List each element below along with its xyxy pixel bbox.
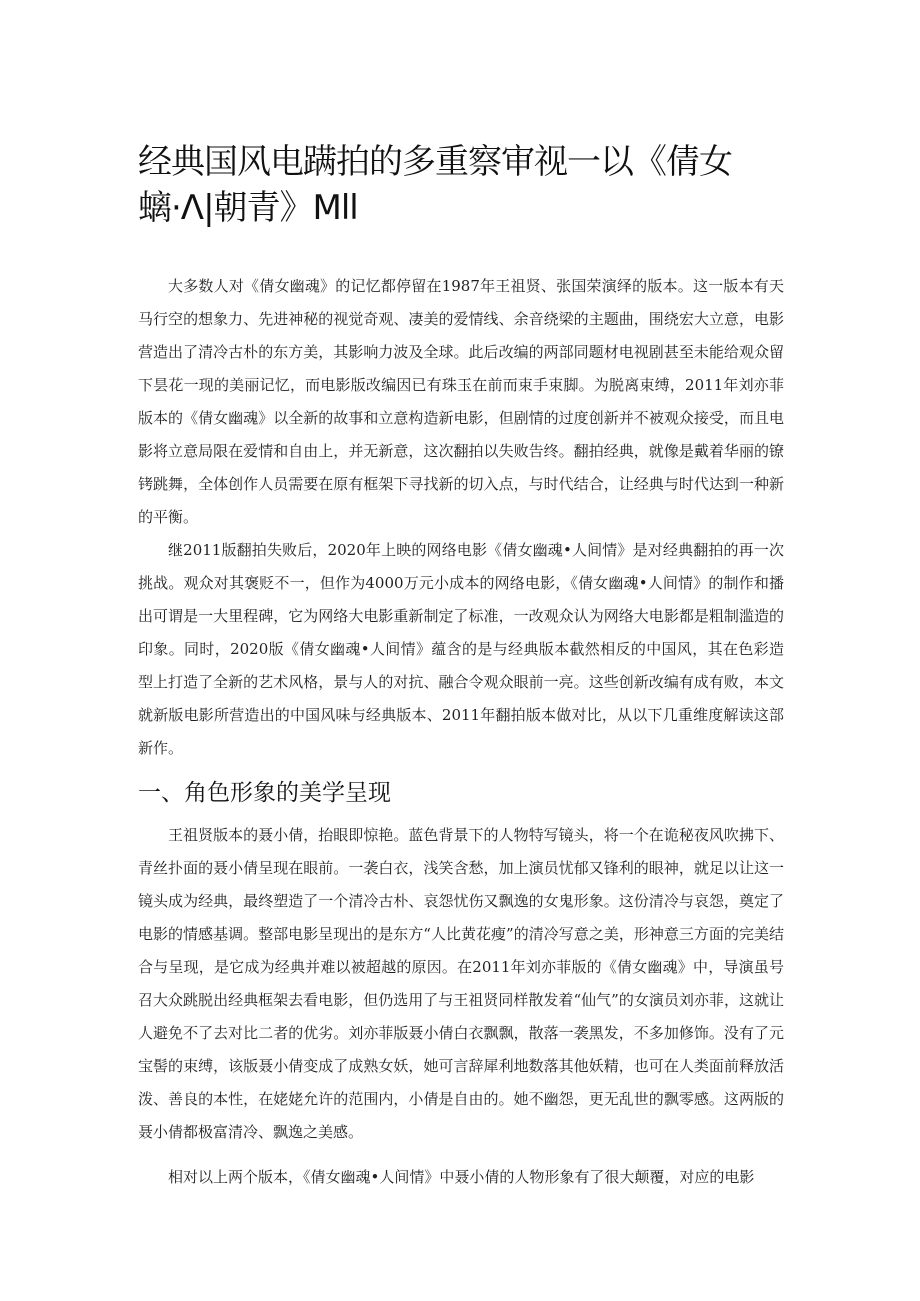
- section1-paragraph-1: 王祖贤版本的聂小倩，抬眼即惊艳。蓝色背景下的人物特写镜头，将一个在诡秘夜风吹拂下、青丝扑面的聂小倩呈现在眼前。一袭白衣，浅笑含愁，加上演员忧郁又锋利的眼神，就足以让这一镜头成为经典，最终塑造了一个清冷古朴、哀怨忧伤又飘逸的女鬼形象。这份清冷与哀怨，奠定了电影的情感基调。整部电影呈现出的是东方“人比黄花瘦”的清冷写意之美，形神意三方面的完美结合与呈现，是它成为经典并难以被超越的原因。在2011年刘亦菲版的《倩女幽魂》中，导演虽号召大众跳脱出经典框架去看电影，但仍选用了与王祖贤同样散发着“仙气”的女演员刘亦菲，这就让人避免不了去对比二者的优劣。刘亦菲版聂小倩白衣飘飘，散落一袭黑发，不多加修饰。没有了元宝髻的束缚，该版聂小倩变成了成熟女妖，她可言辞犀利地数落其他妖精，也可在人类面前释放活泼、善良的本性，在姥姥允许的范围内，小倩是自由的。她不幽怨，更无乱世的飘零感。这两版的聂小倩都极富清冷、飘逸之美感。: [138, 826, 784, 1141]
- document-title-line-2: 螭·Λ|朝青》Mll: [138, 188, 358, 228]
- document-title-line-1: 经典国风电蹒拍的多重察审视一以《倩女: [138, 142, 732, 182]
- section-heading-1: 一、角色形象的美学呈现: [138, 780, 391, 806]
- section1-paragraph-2: 相对以上两个版本，《倩女幽魂•人间情》中聂小倩的人物形象有了很大颠覆，对应的电影: [168, 1168, 755, 1186]
- intro-paragraph-2: 继2011版翻拍失败后，2020年上映的网络电影《倩女幽魂•人间情》是对经典翻拍的再一次挑战。观众对其褒贬不一，但作为4000万元小成本的网络电影，《倩女幽魂•人间情》的制作和播出可谓是一大里程碑，它为网络大电影重新制定了标准，一改观众认为网络大电影都是粗制滥造的印象。同时，2020版《倩女幽魂•人间情》蕴含的是与经典版本截然相反的中国风，其在色彩造型上打造了全新的艺术风格，景与人的对抗、融合令观众眼前一亮。这些创新改编有成有败，本文就新版电影所营造出的中国风味与经典版本、2011年翻拍版本做对比，从以下几重维度解读这部新作。: [138, 541, 784, 757]
- document-body: [138, 270, 784, 1194]
- intro-paragraph-1: 大多数人对《倩女幽魂》的记忆都停留在1987年王祖贤、张国荣演绎的版本。这一版本有天马行空的想象力、先进神秘的视觉奇观、凄美的爱情线、余音绕梁的主题曲，围绕宏大立意，电影营造出了清冷古朴的东方美，其影响力波及全球。此后改编的两部同题材电视剧甚至未能给观众留下昙花一现的美丽记忆，而电影版改编因已有珠玉在前而束手束脚。为脱离束缚，2011年刘亦菲版本的《倩女幽魂》以全新的故事和立意构造新电影，但剧情的过度创新并不被观众接受，而且电影将立意局限在爱情和自由上，并无新意，这次翻拍以失败告终。翻拍经典，就像是戴着华丽的镣铐跳舞，全体创作人员需要在原有框架下寻找新的切入点，与时代结合，让经典与时代达到一种新的平衡。: [138, 277, 784, 526]
- paragraph-spacer: [138, 1149, 784, 1161]
